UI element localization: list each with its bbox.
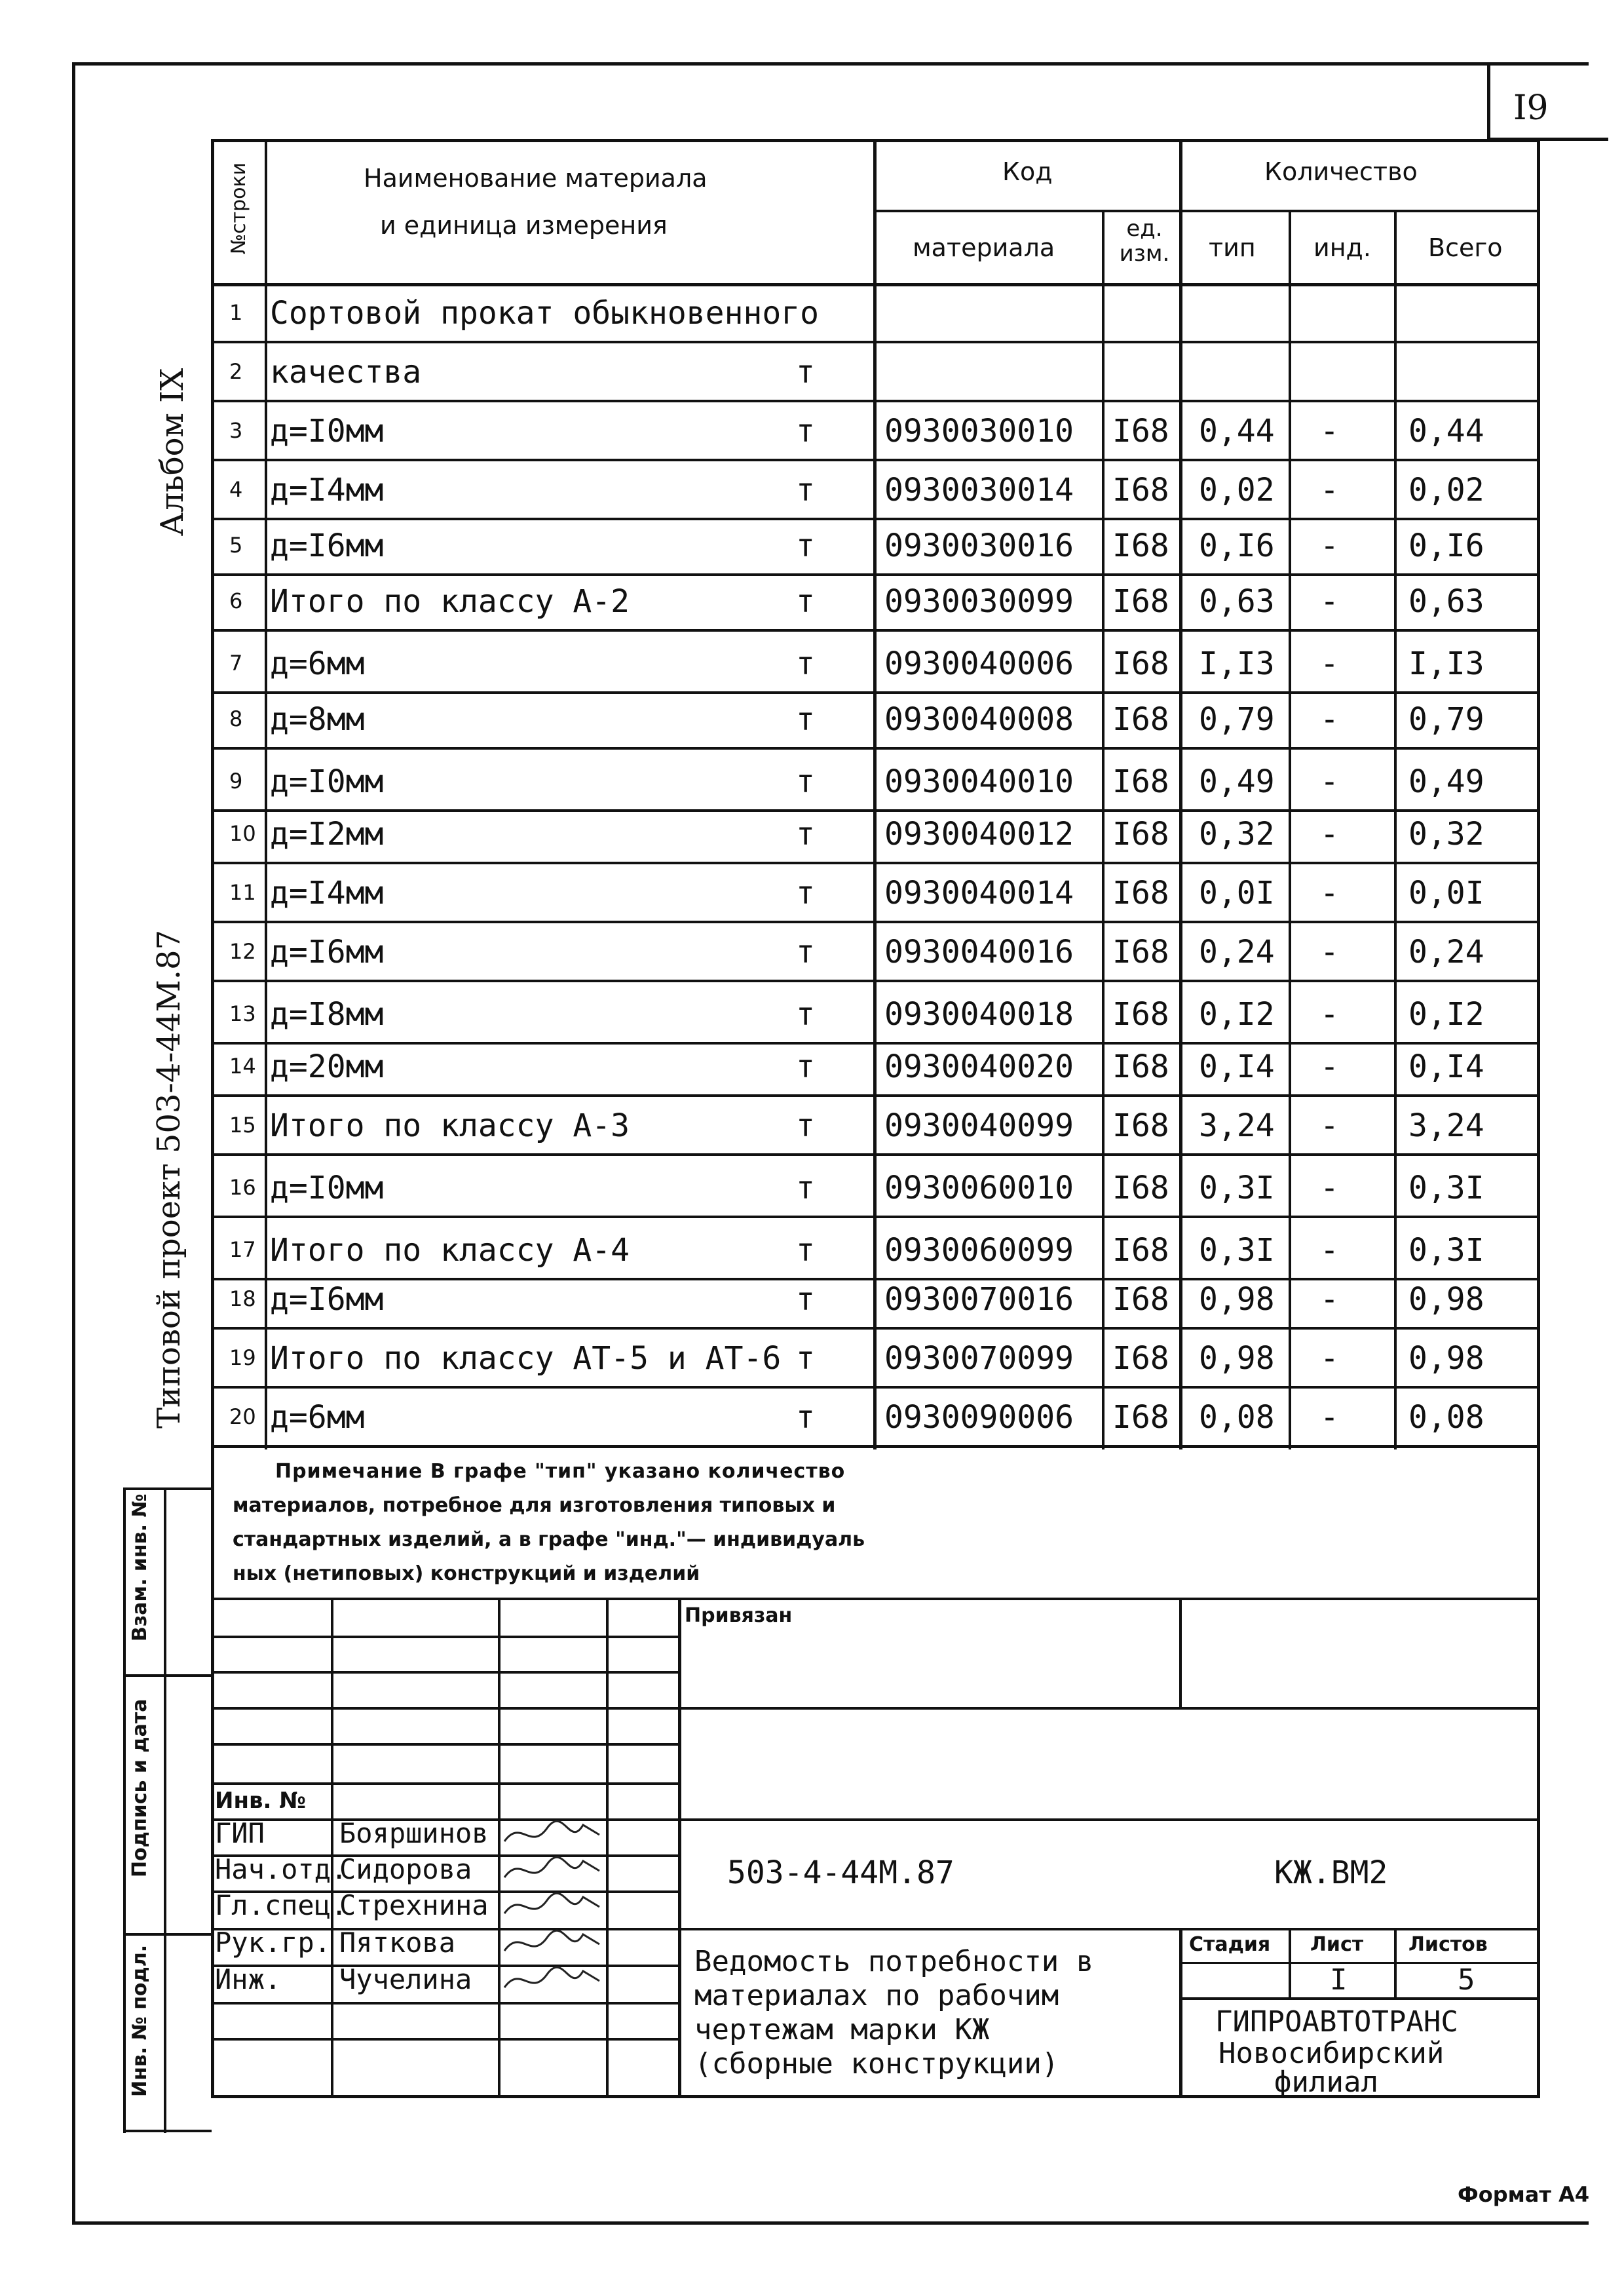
row-n: 12 (229, 939, 256, 964)
row-name: д=8мм (270, 701, 365, 738)
header-qty-ind: инд. (1313, 233, 1371, 262)
row-n: 10 (229, 821, 256, 846)
row-name: Итого по классу А-2 (270, 583, 630, 620)
title-line3: чертежам марки КЖ (694, 2013, 990, 2046)
row-code: 0930040006 (884, 645, 1074, 682)
podpis-data-label: Подпись и дата (128, 1698, 151, 1877)
row-unit: I68 (1112, 875, 1169, 911)
row-unit: I68 (1112, 1232, 1169, 1269)
row-n: 5 (229, 533, 243, 558)
row-n: 16 (229, 1175, 256, 1200)
row-total: 0,I4 (1408, 1048, 1484, 1085)
row-u: т (796, 645, 815, 682)
sheet-number: I9 (1513, 88, 1549, 128)
org-line1: ГИПРОАВТОТРАНС (1215, 2005, 1458, 2039)
row-unit: I68 (1112, 1281, 1169, 1318)
row-n: 1 (229, 300, 243, 325)
row-n: 14 (229, 1054, 256, 1079)
row-n: 3 (229, 418, 243, 443)
row-total: 0,63 (1408, 583, 1484, 620)
row-tip: 0,3I (1199, 1232, 1275, 1269)
row-tip: I,I3 (1199, 645, 1275, 682)
row-unit: I68 (1112, 583, 1169, 620)
inv-no-label: Инв. № (215, 1788, 307, 1814)
row-tip: 0,98 (1199, 1281, 1275, 1318)
row-ind: - (1320, 413, 1339, 450)
row-code: 0930060099 (884, 1232, 1074, 1269)
row-ind: - (1320, 1340, 1339, 1377)
row-total: 0,3I (1408, 1170, 1484, 1206)
stamp-role: ГИП (215, 1817, 265, 1849)
row-tip: 0,79 (1199, 701, 1275, 738)
row-code: 0930040014 (884, 875, 1074, 911)
row-total: 0,79 (1408, 701, 1484, 738)
header-qty-type: тип (1209, 233, 1256, 262)
row-u: т (796, 1281, 815, 1318)
row-name: д=I4мм (270, 875, 384, 911)
org-line3: филиал (1274, 2065, 1378, 2099)
row-n: 7 (229, 651, 243, 676)
row-n: 6 (229, 588, 243, 613)
row-tip: 0,24 (1199, 934, 1275, 970)
row-u: т (796, 996, 815, 1033)
row-u: т (796, 1232, 815, 1269)
row-u: т (796, 354, 815, 391)
row-ind: - (1320, 528, 1339, 564)
row-unit: I68 (1112, 763, 1169, 800)
row-code: 0930040018 (884, 996, 1074, 1033)
inv-podl-label: Инв. № подл. (128, 1944, 151, 2097)
row-code: 0930030099 (884, 583, 1074, 620)
row-ind: - (1320, 1048, 1339, 1085)
stamp-person-name: Бояршинов (339, 1817, 489, 1849)
row-code: 0930040020 (884, 1048, 1074, 1085)
row-ind: - (1320, 996, 1339, 1033)
stage-label: Стадия (1189, 1933, 1271, 1956)
stamp-role: Гл.спец. (215, 1889, 348, 1921)
signature-scribble (501, 1925, 606, 1964)
row-tip: 0,08 (1199, 1399, 1275, 1436)
row-ind: - (1320, 1399, 1339, 1436)
album-label: Альбом IX (154, 368, 191, 537)
header-code: Код (1002, 157, 1053, 186)
row-unit: I68 (1112, 528, 1169, 564)
row-code: 0930030016 (884, 528, 1074, 564)
row-u: т (796, 875, 815, 911)
row-tip: 0,I4 (1199, 1048, 1275, 1085)
header-qty-total: Всего (1428, 233, 1503, 262)
row-ind: - (1320, 645, 1339, 682)
row-tip: 0,98 (1199, 1340, 1275, 1377)
row-total: 0,I6 (1408, 528, 1484, 564)
row-name: д=20мм (270, 1048, 384, 1085)
row-n: 11 (229, 880, 256, 905)
header-name-line2: и единица измерения (380, 211, 668, 240)
stamp-person-name: Пяткова (339, 1927, 456, 1959)
row-total: 0,3I (1408, 1232, 1484, 1269)
row-n: 8 (229, 706, 243, 731)
sheets-label: Листов (1408, 1933, 1488, 1956)
row-name: д=6мм (270, 645, 365, 682)
header-row-no: №строки (227, 162, 250, 255)
row-ind: - (1320, 816, 1339, 853)
row-u: т (796, 1399, 815, 1436)
row-name: д=I4мм (270, 472, 384, 508)
signature-scribble (501, 1815, 606, 1854)
row-u: т (796, 701, 815, 738)
row-code: 0930040099 (884, 1107, 1074, 1144)
row-u: т (796, 1048, 815, 1085)
row-tip: 0,49 (1199, 763, 1275, 800)
row-unit: I68 (1112, 934, 1169, 970)
row-u: т (796, 816, 815, 853)
row-ind: - (1320, 763, 1339, 800)
row-name: Итого по классу А-4 (270, 1232, 630, 1269)
row-tip: 3,24 (1199, 1107, 1275, 1144)
row-code: 0930070099 (884, 1340, 1074, 1377)
row-tip: 0,02 (1199, 472, 1275, 508)
row-name: Итого по классу А-3 (270, 1107, 630, 1144)
project-code: 503-4-44М.87 (727, 1854, 954, 1891)
row-unit: I68 (1112, 1170, 1169, 1206)
row-name: д=I6мм (270, 1281, 384, 1318)
sheets-value: 5 (1458, 1963, 1475, 1997)
row-tip: 0,0I (1199, 875, 1275, 911)
row-unit: I68 (1112, 996, 1169, 1033)
sheet-label: Лист (1310, 1933, 1364, 1956)
row-total: 0,I2 (1408, 996, 1484, 1033)
row-code: 0930030014 (884, 472, 1074, 508)
row-ind: - (1320, 583, 1339, 620)
row-code: 0930060010 (884, 1170, 1074, 1206)
format-label: Формат А4 (1458, 2182, 1590, 2207)
sheet-value: I (1330, 1963, 1348, 1997)
row-total: 3,24 (1408, 1107, 1484, 1144)
row-name: д=I8мм (270, 996, 384, 1033)
project-label: Типовой проект 503-4-44М.87 (151, 929, 187, 1429)
stamp-person-name: Чучелина (339, 1963, 472, 1995)
title-line4: (сборные конструкции) (694, 2047, 1059, 2081)
row-name: качества (270, 354, 422, 391)
row-tip: 0,32 (1199, 816, 1275, 853)
row-tip: 0,I2 (1199, 996, 1275, 1033)
row-tip: 0,I6 (1199, 528, 1275, 564)
row-code: 0930030010 (884, 413, 1074, 450)
row-n: 4 (229, 477, 243, 502)
stamp-role: Инж. (215, 1963, 282, 1995)
row-ind: - (1320, 472, 1339, 508)
row-n: 20 (229, 1404, 256, 1429)
row-u: т (796, 472, 815, 508)
title-line2: материалах по рабочим (694, 1979, 1059, 2012)
signature-scribble (501, 1887, 606, 1927)
row-u: т (796, 1340, 815, 1377)
signature-scribble (501, 1851, 606, 1890)
row-total: 0,32 (1408, 816, 1484, 853)
row-name: д=I0мм (270, 413, 384, 450)
row-u: т (796, 934, 815, 970)
note-line1: Примечание В графе "тип" указано количество (275, 1460, 846, 1483)
row-code: 0930040010 (884, 763, 1074, 800)
row-total: 0,98 (1408, 1340, 1484, 1377)
row-u: т (796, 1107, 815, 1144)
note-line2: материалов, потребное для изготовления типовых и (233, 1494, 836, 1517)
row-code: 0930070016 (884, 1281, 1074, 1318)
row-unit: I68 (1112, 413, 1169, 450)
row-n: 13 (229, 1001, 256, 1026)
document-mark: КЖ.ВМ2 (1274, 1854, 1388, 1891)
row-ind: - (1320, 1107, 1339, 1144)
row-u: т (796, 583, 815, 620)
note-line3: стандартных изделий, а в графе "инд."— индивидуаль (233, 1528, 865, 1551)
row-ind: - (1320, 1281, 1339, 1318)
row-tip: 0,44 (1199, 413, 1275, 450)
row-n: 9 (229, 769, 243, 794)
row-tip: 0,63 (1199, 583, 1275, 620)
org-line2: Новосибирский (1218, 2037, 1445, 2070)
title-line1: Ведомость потребности в (694, 1945, 1094, 1978)
stamp-role: Нач.отд. (215, 1853, 348, 1885)
row-total: 0,08 (1408, 1399, 1484, 1436)
row-unit: I68 (1112, 645, 1169, 682)
row-u: т (796, 413, 815, 450)
row-name: Сортовой прокат обыкновенного (270, 295, 820, 332)
header-code-material: материала (913, 233, 1055, 262)
row-ind: - (1320, 701, 1339, 738)
row-total: 0,98 (1408, 1281, 1484, 1318)
row-unit: I68 (1112, 701, 1169, 738)
row-name: д=I2мм (270, 816, 384, 853)
row-ind: - (1320, 1170, 1339, 1206)
row-u: т (796, 528, 815, 564)
stamp-role: Рук.гр. (215, 1927, 331, 1959)
row-ind: - (1320, 875, 1339, 911)
row-code: 0930040012 (884, 816, 1074, 853)
row-code: 0930040008 (884, 701, 1074, 738)
row-n: 15 (229, 1113, 256, 1138)
signature-scribble (501, 1961, 606, 2001)
row-total: 0,0I (1408, 875, 1484, 911)
row-u: т (796, 1170, 815, 1206)
row-name: д=I6мм (270, 528, 384, 564)
row-code: 0930040016 (884, 934, 1074, 970)
header-code-unit: ед. изм. (1119, 216, 1170, 267)
stamp-person-name: Сидорова (339, 1853, 472, 1885)
row-unit: I68 (1112, 472, 1169, 508)
row-ind: - (1320, 934, 1339, 970)
note-line4: ных (нетиповых) конструкций и изделий (233, 1562, 700, 1585)
row-unit: I68 (1112, 1340, 1169, 1377)
row-name: Итого по классу АТ-5 и АТ-6 (270, 1340, 782, 1377)
privyazan-label: Привязан (685, 1604, 793, 1627)
row-total: I,I3 (1408, 645, 1484, 682)
row-code: 0930090006 (884, 1399, 1074, 1436)
row-total: 0,02 (1408, 472, 1484, 508)
row-n: 17 (229, 1237, 256, 1262)
row-u: т (796, 763, 815, 800)
row-total: 0,44 (1408, 413, 1484, 450)
header-quantity: Количество (1264, 157, 1418, 186)
row-name: д=6мм (270, 1399, 365, 1436)
row-unit: I68 (1112, 816, 1169, 853)
row-n: 18 (229, 1286, 256, 1311)
stamp-person-name: Стрехнина (339, 1889, 489, 1921)
row-unit: I68 (1112, 1048, 1169, 1085)
row-n: 2 (229, 359, 243, 384)
row-name: д=I0мм (270, 1170, 384, 1206)
row-name: д=I0мм (270, 763, 384, 800)
row-total: 0,24 (1408, 934, 1484, 970)
row-total: 0,49 (1408, 763, 1484, 800)
row-unit: I68 (1112, 1399, 1169, 1436)
row-tip: 0,3I (1199, 1170, 1275, 1206)
row-ind: - (1320, 1232, 1339, 1269)
row-n: 19 (229, 1345, 256, 1370)
vzam-inv-label: Взам. инв. № (128, 1493, 151, 1641)
header-name-line1: Наименование материала (364, 164, 708, 193)
row-unit: I68 (1112, 1107, 1169, 1144)
row-name: д=I6мм (270, 934, 384, 970)
